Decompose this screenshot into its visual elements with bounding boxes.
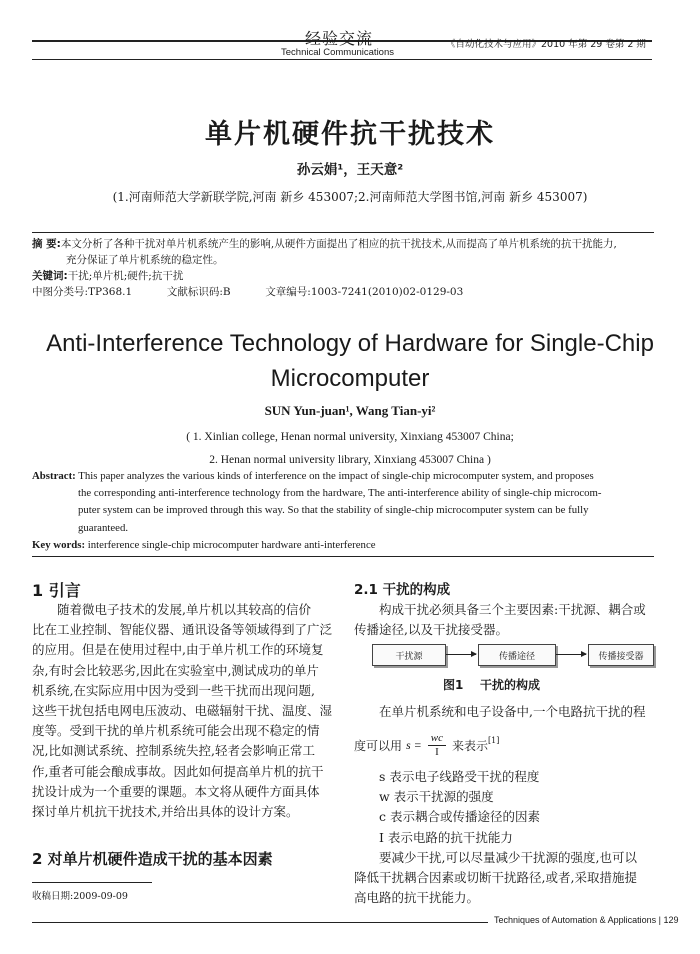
- title-cn: 单片机硬件抗干扰技术: [205, 119, 495, 150]
- title-en-line2: Microcomputer: [270, 365, 430, 392]
- abstract-cn-line2: 充分保证了单片机系统的稳定性。: [66, 254, 224, 266]
- abstract-en: [32, 468, 654, 554]
- flow-box-path: 传播途径: [478, 644, 556, 666]
- section1-line: 扰设计成为一个重要的课题。本文将从硬件方面具体: [32, 783, 320, 799]
- abstract-top-rule: [32, 232, 654, 233]
- section1-line: 的应用。但是在使用过程中,由于单片机工作的环境复: [32, 642, 324, 658]
- section1-line: 随着微电子技术的发展,单片机以其较高的信价: [57, 602, 311, 617]
- column-title: 经验交流: [305, 29, 374, 48]
- formula-lhs: s =: [406, 737, 422, 752]
- abstract-cn-line1: 本文分析了各种干扰对单片机系统产生的影响,从硬件方面提出了相应的抗干扰技术,从而提高了单片机系统的抗干扰能力,: [60, 238, 617, 250]
- abstract-en-line4: guaranteed.: [78, 521, 129, 534]
- section21-heading: 2.1 干扰的构成: [354, 582, 451, 598]
- article-number: 文章编号:1003-7241(2010)02-0129-03: [265, 286, 464, 298]
- abstract-en-label: Abstract:: [32, 470, 76, 482]
- formula-denominator: I: [435, 745, 439, 758]
- received-date: 收稿日期:2009-09-09: [32, 891, 128, 902]
- section21-last-line: 高电路的抗干扰能力。: [354, 890, 480, 906]
- formula-fraction: [428, 732, 446, 759]
- title-en: [0, 326, 700, 396]
- var-s: s 表示电子线路受干扰的程度: [379, 769, 540, 784]
- section21-last-line: 要减少干扰,可以尽量减少干扰源的强度,也可以: [379, 849, 637, 865]
- section1-line: 作,重者可能会酿成事故。因此如何提高单片机的抗干: [32, 763, 324, 779]
- section1-line: 杂,有时会比较恶劣,因此在实验室中,测试成功的单片: [32, 662, 319, 678]
- abstract-cn-label: 摘 要:: [32, 238, 61, 250]
- keywords-cn-label: 关键词:: [32, 270, 68, 282]
- abstract-bottom-rule: [32, 556, 654, 557]
- section21-para-line1: 在单片机系统和电子设备中,一个电路抗干扰的程: [379, 704, 646, 719]
- formula-line: [354, 726, 499, 764]
- abstract-en-line3: puter system can be improved through this way. So that the stability of single-chip microcomputer system can be fully: [78, 504, 589, 517]
- section1-heading: 1 引言: [32, 581, 81, 600]
- abstract-en-line1: This paper analyzes the various kinds of interference on the impact of single-chip microcomputer system, and proposes: [78, 470, 594, 482]
- flow-arrow: [446, 654, 476, 655]
- section1-line: 探讨单片机抗干扰技术,并给出具体的设计方案。: [32, 804, 299, 820]
- section21-intro: [354, 600, 654, 640]
- footer-rule: [32, 922, 488, 923]
- var-i: I 表示电路的抗干扰能力: [379, 829, 513, 845]
- document-code: 文献标识码:B: [166, 286, 231, 298]
- section1-line: 这些干扰包括电网电压波动、电磁辐射干扰、温度、湿: [32, 703, 333, 719]
- clc-number: 中图分类号:TP368.1: [32, 286, 133, 298]
- flow-box-receiver: 传播接受器: [588, 644, 654, 666]
- affiliation-en: [0, 426, 700, 472]
- section1-line: 度等。受到干扰的单片机系统可能会出现不稳定的情: [32, 723, 320, 739]
- abstract-en-line2: the corresponding anti-interference technology from the hardware, The anti-interference ability of single-chip microcom-: [78, 487, 602, 500]
- section2-heading: 2 对单片机硬件造成干扰的基本因素: [32, 850, 273, 868]
- section1-line: 机系统,在实际应用中因为受到一些干扰而出现问题,: [32, 682, 315, 698]
- formula-suffix: 来表示: [452, 738, 489, 753]
- column-subtitle: Technical Communications: [281, 47, 394, 58]
- title-en-line1: Anti-Interference Technology of Hardware for Single-Chip: [46, 330, 654, 357]
- section1-line: 况,比如测试系统、控制系统失控,轻者会影响正常工: [32, 743, 315, 759]
- formula-ref: [1]: [488, 735, 500, 745]
- header-bottom-rule: [32, 59, 652, 60]
- affiliation-en-line1: ( 1. Xinlian college, Henan normal university, Xinxiang 453007 China;: [186, 431, 514, 443]
- keywords-en-text: interference single-chip microcomputer hardware anti-interference: [87, 538, 376, 551]
- keywords-cn-text: 干扰;单片机;硬件;抗干扰: [67, 270, 184, 282]
- affiliation-en-line2: 2. Henan normal university library, Xinxiang 453007 China ): [209, 454, 491, 466]
- authors-cn: 孙云娟¹，王天意²: [296, 162, 404, 178]
- section21-para: [354, 702, 654, 722]
- flow-box-source: 干扰源: [372, 644, 446, 666]
- figure1-caption: 图1 干扰的构成: [443, 678, 541, 692]
- var-w: w 表示干扰源的强度: [379, 789, 494, 805]
- affiliation-cn: (1.河南师范大学新联学院,河南 新乡 453007;2.河南师范大学图书馆,河南 新乡 453007): [112, 190, 588, 204]
- flow-arrow: [556, 654, 586, 655]
- figure1-diagram: [372, 644, 652, 668]
- section1-body: [32, 600, 333, 822]
- abstract-cn: [32, 236, 654, 300]
- formula-prefix: 度可以用: [354, 738, 403, 753]
- section21-line2: 传播途径,以及干扰接受器。: [354, 622, 508, 638]
- keywords-en-label: Key words:: [32, 538, 86, 551]
- variable-list: [354, 767, 654, 908]
- section21-last-line: 降低干扰耦合因素或切断干扰路径,或者,采取措施提: [354, 870, 637, 886]
- received-rule: [32, 882, 152, 883]
- journal-info: 《自动化技术与应用》2010 年第 29 卷第 2 期: [446, 39, 646, 50]
- section1-line: 比在工业控制、智能仪器、通讯设备等领域得到了广泛: [32, 622, 333, 638]
- section21-line1: 构成干扰必须具备三个主要因素:干扰源、耦合或: [379, 602, 646, 617]
- var-c: c 表示耦合或传播途径的因素: [379, 809, 540, 825]
- footer-text: Techniques of Automation & Applications | 129: [494, 915, 679, 925]
- authors-en: SUN Yun-juan¹, Wang Tian-yi²: [264, 403, 436, 418]
- formula-numerator: wc: [428, 732, 446, 746]
